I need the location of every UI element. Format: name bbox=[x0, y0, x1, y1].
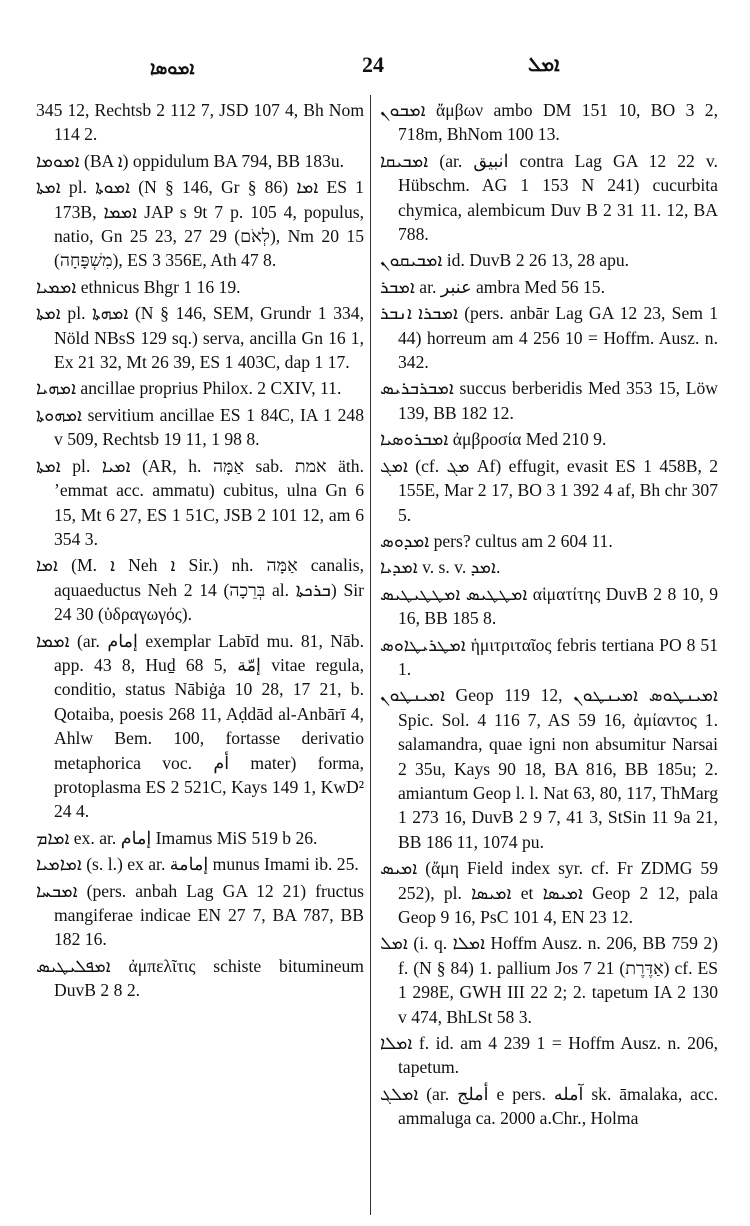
page-number: 24 bbox=[362, 52, 384, 77]
dictionary-entry: ܐܡܗܝܐ ancillae proprius Philox. 2 CXIV, 11. bbox=[36, 378, 342, 399]
dictionary-entry: ܐܡܒܪܐ ܐܢܒܪ (pers. anbār Lag GA 12 23, Sem 1 44) horreum am 4 256 10 = Hoffm. Ausz. n. 342. bbox=[380, 303, 718, 373]
dictionary-entry: ܐܡܝܢܛܘܢ Geop 119 12, ܐܡܝܢܛܘܣ ܐܡܝܢܛܘܢ Spic. Sol. 4 116 7, AS 59 16, ἀμίαντος 1. salamandra, quae igni non absumitur Narsai 2 35u, Kays 90 18, BA 816, BB 185u; 2. amiantum Geop l. l. Nat 63, 80, 117, ThMarg 1 273 16, DuvB 2 9 7, 41 3, StSin 11 9a 21, BB 186 11, 1074 pu. bbox=[380, 685, 719, 852]
dictionary-entry: ܐܡܒܚܐ (pers. anbah Lag GA 12 21) fructus mangiferae indicae EN 27 7, BA 787, BB 182 16. bbox=[36, 880, 364, 950]
dictionary-entry: ܐܡܒܪ ar. عنبر ambra Med 56 15. bbox=[380, 276, 605, 297]
column-divider bbox=[370, 95, 371, 1215]
dictionary-entry: ܐܡܒܝܩܐ (ar. انبيق contra Lag GA 12 22 v. Hübschm. AG 1 153 N 241) cucurbita chymica, alembicum Duv B 2 31 11. 12, BA 788. bbox=[380, 150, 718, 245]
dictionary-entry: ܐܡܐ (M. ܐ Neh ܐ Sir.) nh. אַמָּה canalis, aquaeductus Neh 2 14 (בְּרֵכָה al. ܒܪܟܬܐ) Sir 24 30 (ὑδραγωγός). bbox=[36, 555, 364, 625]
dictionary-entry: ܐܡܠܐ f. id. am 4 239 1 = Hoffm Ausz. n. 206, tapetum. bbox=[380, 1033, 718, 1078]
dictionary-entry: ܐܡܬܐ pl. ܐܡܗܬܐ (N § 146, SEM, Grundr 1 334, Nöld NBsS 129 sq.) serva, ancilla Gn 16 1, Ex 21 32, Mt 26 39, ES 1 403C, dap 1 17. bbox=[36, 303, 364, 373]
dictionary-entry: ܐܡܒܘܢ ἄμβων ambo DM 151 10, BO 3 2, 718m, BhNom 100 13. bbox=[380, 100, 718, 145]
dictionary-entry: ܐܡܦܠܝܛܝܣ ἀμπελῖτις schiste bituminеum DuvB 2 8 2. bbox=[36, 955, 364, 1001]
dictionary-entry: ܐܡܒܪܒܪܝܣ succus berberidis Med 353 15, Löw 139, BB 182 12. bbox=[380, 378, 718, 423]
dictionary-entry: ܐܡܝܣ (ἄμη Field index syr. cf. Fr ZDMG 59 252), pl. ܐܡܝܣܐ et ܐܡܝܣܐ Geop 2 12, pala Geop 9 16, PsC 101 4, EN 23 12. bbox=[380, 858, 719, 927]
dictionary-entry: ܐܡܐܡܝܐ (s. l.) ex ar. إمامة munus Imami ib. 25. bbox=[36, 854, 359, 875]
dictionary-entry: 345 12, Rechtsb 2 112 7, JSD 107 4, Bh Nom 114 2. bbox=[36, 100, 364, 145]
dictionary-entry: ܐܡܡܝܐ ethnicus Bhgr 1 16 19. bbox=[36, 276, 241, 297]
dictionary-entry: ܐܡܛܪܝܛܐܘܣ ἡμιτριταῖος febris tertiana PO 8 51 1. bbox=[380, 634, 718, 679]
dictionary-entry: ܐܡܠܓ (ar. أملج e pers. آمله sk. āmalaka, acc. ammaluga ca. 2000 a.Chr., Holma bbox=[380, 1083, 718, 1129]
left-column bbox=[36, 98, 364, 1005]
dictionary-entry: ܐܡܐܡ ex. ar. إمام Imamus MiS 519 b 26. bbox=[36, 827, 318, 848]
running-head-right: ܐܡܠ bbox=[528, 54, 560, 76]
dictionary-entry: ܐܡܘܡܐ (BA ܐ) oppidulum BA 794, BB 183u. bbox=[36, 150, 345, 171]
dictionary-entry: ܐܡܬܐ pl. ܐܡܝܐ (AR, h. אַמָּה sab. אמת äth. ’emmat acc. ammatu) cubitus, ulna Gn 6 15, Mt 6 27, ES 1 51C, JSB 2 101 12, am 6 354 3. bbox=[36, 455, 364, 549]
dictionary-entry: ܐܡܠ (i. q. ܐܡܠܐ Hoffm Ausz. n. 206, BB 759 2) f. (N § 84) 1. pallium Jos 7 21 (אַדֶּרֶת) cf. ES 1 298E, GWH III 22 2; 2. tapetum IA 2 130 v 474, BhLSt 58 3. bbox=[380, 933, 718, 1027]
dictionary-entry: ܐܡܒܪܘܣܝܐ ἀμβροσία Med 210 9. bbox=[380, 429, 607, 450]
dictionary-entry: ܐܡܓ (cf. ܡܓ Af) effugit, evasit ES 1 458B, 2 155E, Mar 2 17, BO 3 1 392 4 af, Bh chr 307 5. bbox=[380, 455, 718, 525]
right-column bbox=[380, 98, 718, 1133]
dictionary-entry: ܐܡܡܐ (ar. إمام exemplar Labīd mu. 81, Nāb. app. 43 8, Huḏ 68 5, إمّة vitae regula, conditio, status Nābiġa 10 28, 17 21, b. Qotaiba, poesis 268 11, Aḍdād al-Anbārī 4, Ahlw Bem. 100, fortasse derivatio metaphorica voc. أم mater) forma, protoplasma ES 2 521C, Kays 149 1, KwD² 24 4. bbox=[36, 630, 364, 822]
dictionary-entry: ܐܡܕܘܣ pers? cultus am 2 604 11. bbox=[380, 530, 613, 551]
dictionary-entry: ܐܡܕܝܐ v. s. v. ܐܡܕ. bbox=[380, 557, 501, 578]
running-head-left: ܐܡܘܣܐ bbox=[150, 58, 195, 78]
dictionary-entry: ܐܡܒܝܩܘܢ id. DuvB 2 26 13, 28 apu. bbox=[380, 250, 630, 271]
dictionary-entry: ܐܡܬܐ pl. ܐܡܘܬܐ (N § 146, Gr § 86) ܐܡܐ ES 1 173B, ܐܡܡܐ JAP s 9t 7 p. 105 4, populus, natio, Gn 25 23, 27 29 (לְאֹם), Nm 20 15 (מִשְׁפָּחָה), ES 3 356E, Ath 47 8. bbox=[36, 177, 364, 271]
dictionary-entry: ܐܡܛܛܝܣ ܐܡܛܛܝܛܝܣ αἱματίτης DuvB 2 8 10, 9 16, BB 185 8. bbox=[380, 583, 718, 629]
dictionary-entry: ܐܡܗܘܬܐ servitium ancillae ES 1 84C, IA 1 248 v 509, Rechtsb 19 11, 1 98 8. bbox=[36, 404, 364, 450]
page-header bbox=[0, 52, 750, 82]
